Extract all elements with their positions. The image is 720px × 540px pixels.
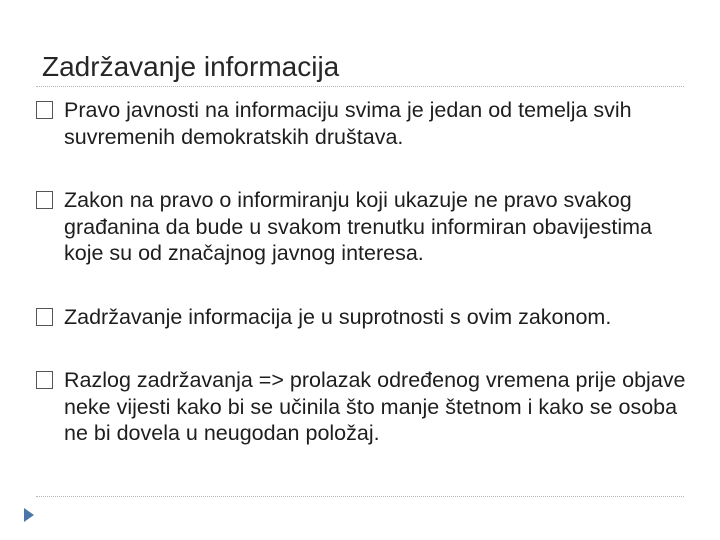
bullet-item bbox=[36, 304, 686, 331]
bullet-list bbox=[36, 97, 686, 447]
bullet-text: Pravo javnosti na informaciju svima je jedan od temelja svih suvremenih demokratskih društava. bbox=[64, 98, 632, 149]
bullet-item bbox=[36, 187, 686, 267]
bullet-item bbox=[36, 367, 686, 447]
bullet-text: Razlog zadržavanja => prolazak određenog vremena prije objave neke vijesti kako bi se učinila što manje štetnom i kako se osoba ne bi dovela u neugodan položaj. bbox=[64, 368, 686, 445]
bullet-box-icon bbox=[36, 101, 53, 119]
title-divider bbox=[36, 86, 684, 87]
play-arrow-icon[interactable] bbox=[24, 508, 34, 522]
bullet-box-icon bbox=[36, 191, 53, 209]
bullet-box-icon bbox=[36, 371, 53, 389]
bullet-box-icon bbox=[36, 308, 53, 326]
bullet-item bbox=[36, 97, 686, 150]
bullet-text: Zakon na pravo o informiranju koji ukazuje ne pravo svakog građanina da bude u svakom trenutku informiran obavijestima koje su od značajnog javnog interesa. bbox=[64, 188, 652, 265]
footer-divider bbox=[36, 496, 684, 497]
slide-title: Zadržavanje informacija bbox=[42, 51, 340, 82]
bullet-text: Zadržavanje informacija je u suprotnosti s ovim zakonom. bbox=[64, 304, 612, 329]
